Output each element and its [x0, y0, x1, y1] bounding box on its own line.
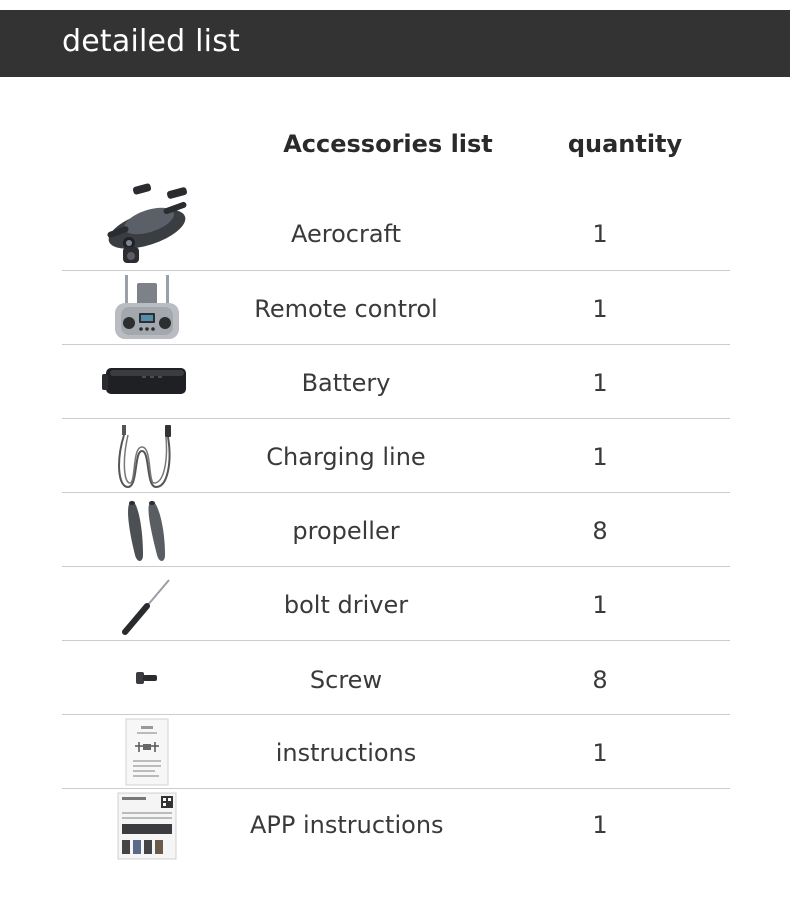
drone-icon — [92, 180, 202, 270]
item-label: Screw — [309, 666, 383, 694]
table-row — [62, 641, 730, 714]
table-row — [62, 715, 730, 788]
item-label: propeller — [292, 517, 400, 545]
item-quantity: 1 — [592, 443, 608, 471]
table-row — [62, 345, 730, 418]
table-row — [62, 493, 730, 566]
item-label: Remote control — [254, 295, 438, 323]
battery-icon — [92, 345, 202, 418]
item-label: instructions — [275, 739, 417, 767]
item-label: APP instructions — [250, 811, 444, 839]
item-label: Charging line — [266, 443, 426, 471]
item-quantity: 1 — [592, 811, 608, 839]
page-title: detailed list — [62, 24, 241, 59]
item-label: Aerocraft — [291, 220, 401, 248]
remote-control-icon — [92, 271, 202, 344]
table-row — [62, 180, 730, 270]
screwdriver-icon — [92, 567, 202, 640]
header-banner — [0, 10, 790, 77]
app-manual-icon — [92, 789, 202, 863]
column-header-quantity: quantity — [567, 130, 683, 158]
instructions-manual-icon — [92, 715, 202, 788]
item-quantity: 1 — [592, 295, 608, 323]
item-label: Battery — [301, 369, 391, 397]
screw-icon — [92, 641, 202, 714]
item-label: bolt driver — [283, 591, 409, 619]
item-quantity: 1 — [592, 739, 608, 767]
table-row — [62, 419, 730, 492]
item-quantity: 8 — [592, 517, 608, 545]
propeller-icon — [92, 493, 202, 566]
item-quantity: 1 — [592, 591, 608, 619]
item-quantity: 1 — [592, 369, 608, 397]
column-header-accessories: Accessories list — [283, 130, 493, 158]
item-quantity: 8 — [592, 666, 608, 694]
charging-cable-icon — [92, 419, 202, 492]
table-row — [62, 789, 730, 863]
table-row — [62, 271, 730, 344]
table-row — [62, 567, 730, 640]
item-quantity: 1 — [592, 220, 608, 248]
